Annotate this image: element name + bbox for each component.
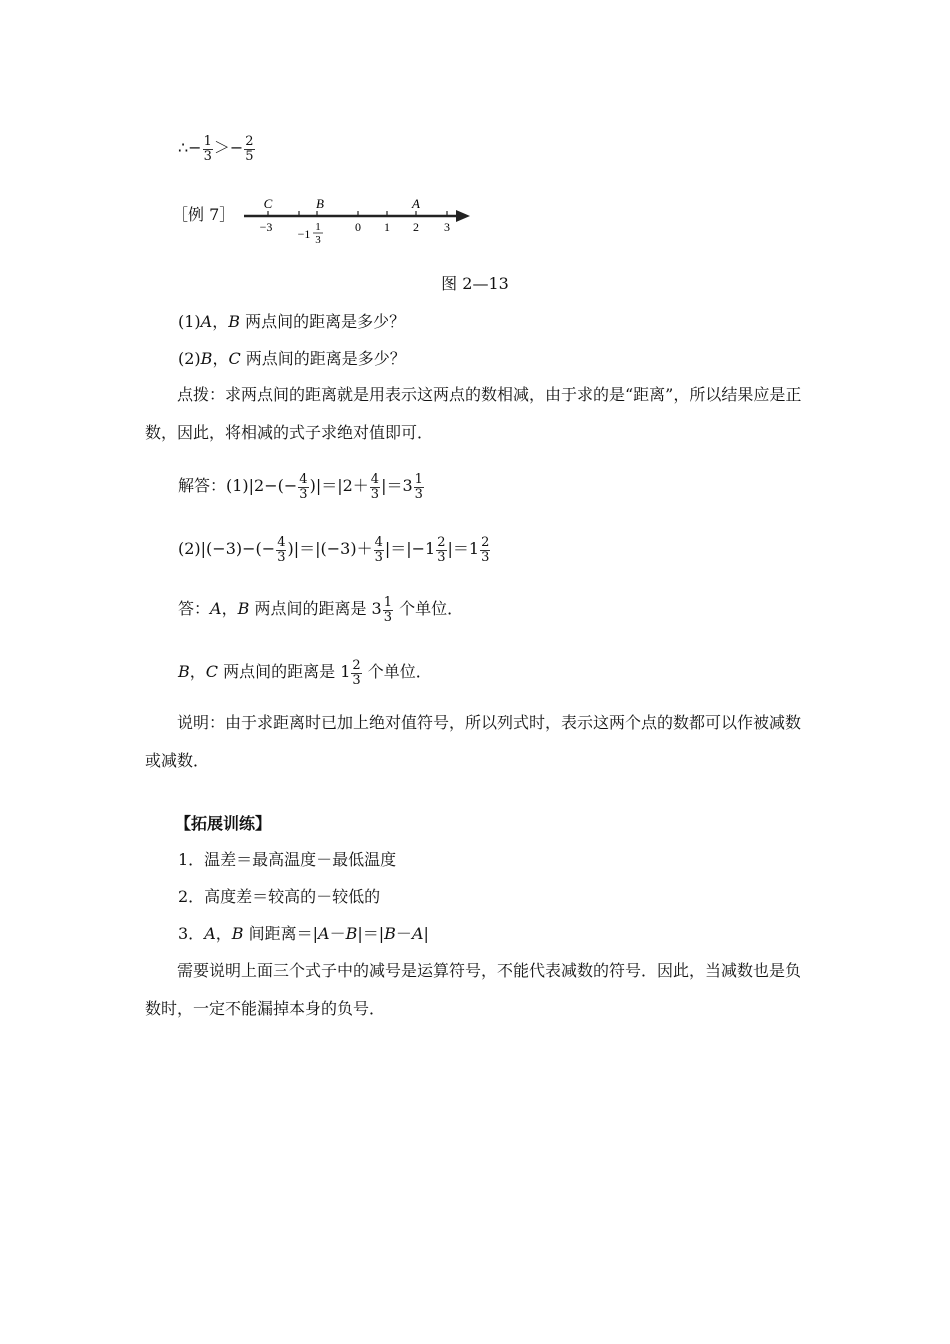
figure-caption: 图 2—13 [441,274,509,293]
tick-label: −3 [259,220,273,234]
point-label-b: B [316,196,324,211]
answer-line-2: B，C 两点间的距离是 1 $\frac{2}{3}$ 个单位． [178,658,432,688]
fraction: $\frac{4}{3}$ [370,472,380,502]
point-label-a: A [412,196,420,211]
answer-line-1: 答：A，B 两点间的距离是 3 $\frac{1}{3}$ 个单位． [178,595,464,625]
note-paragraph: 说明：由于求距离时已加上绝对值符号，所以列式时，表示这两个点的数都可以作被减数或减数． [145,713,802,770]
question-1: (1)A，B 两点间的距离是多少？ [178,312,406,331]
fraction: $\frac{1}{3}$ [203,134,212,164]
tick-label-frac-num: 1 [315,221,321,233]
extension-item-1: 1．温差＝最高温度－最低温度 [178,850,397,869]
therefore-line [178,134,256,163]
tick-label: 1 [384,220,390,234]
number-line-arrow [456,210,470,222]
fraction: $\frac{1}{3}$ [383,595,392,625]
example-label: ［例 7］ [172,205,236,224]
tick-label: 2 [413,220,419,234]
fraction: $\frac{2}{3}$ [352,658,361,688]
solution-line-2: (2)|(−3)−(− $\frac{4}{3}$ )|＝|(−3)＋ $\frac{4}{3}$ |＝|−1 $\frac{2}{3}$ |＝1 $\frac{2}{3}$ [178,535,490,565]
extension-item-3: 3．A，B 间距离＝|A－B|＝|B－A| [178,924,429,943]
solution-line-1: 解答：(1)|2−(− $\frac{4}{3}$ )|＝|2＋ $\frac{4}{3}$ |＝3 $\frac{1}{3}$ [178,472,423,502]
extension-explanation: 需要说明上面三个式子中的减号是运算符号，不能代表减数的符号．因此，当减数也是负数时，一定不能漏掉本身的负号． [145,961,802,1018]
fraction: $\frac{2}{5}$ [245,134,254,164]
fraction: $\frac{4}{3}$ [277,535,286,565]
fraction: $\frac{2}{3}$ [437,535,446,565]
number-line-figure [240,196,472,246]
extension-item-2: 2．高度差＝较高的－较低的 [178,887,381,906]
question-2: (2)B，C 两点间的距离是多少？ [178,349,406,368]
extension-heading: 【拓展训练】 [175,814,272,833]
tick-label-frac-den: 3 [315,234,321,246]
fraction: $\frac{1}{3}$ [414,472,423,502]
point-label-c: C [263,196,273,211]
fraction: $\frac{4}{3}$ [374,535,383,565]
tick-label: 0 [355,220,361,234]
tick-label: 3 [444,220,450,234]
fraction: $\frac{2}{3}$ [481,535,490,565]
hint-paragraph: 点拨：求两点间的距离就是用表示这两点的数相减，由于求的是“距离”，所以结果应是正数，因此，将相减的式子求绝对值即可． [145,385,802,442]
comparison-sign: ＞− [213,138,244,157]
fraction: $\frac{4}{3}$ [299,472,308,502]
tick-label: −1 [297,227,311,241]
therefore-symbol: ∴− [178,138,202,157]
